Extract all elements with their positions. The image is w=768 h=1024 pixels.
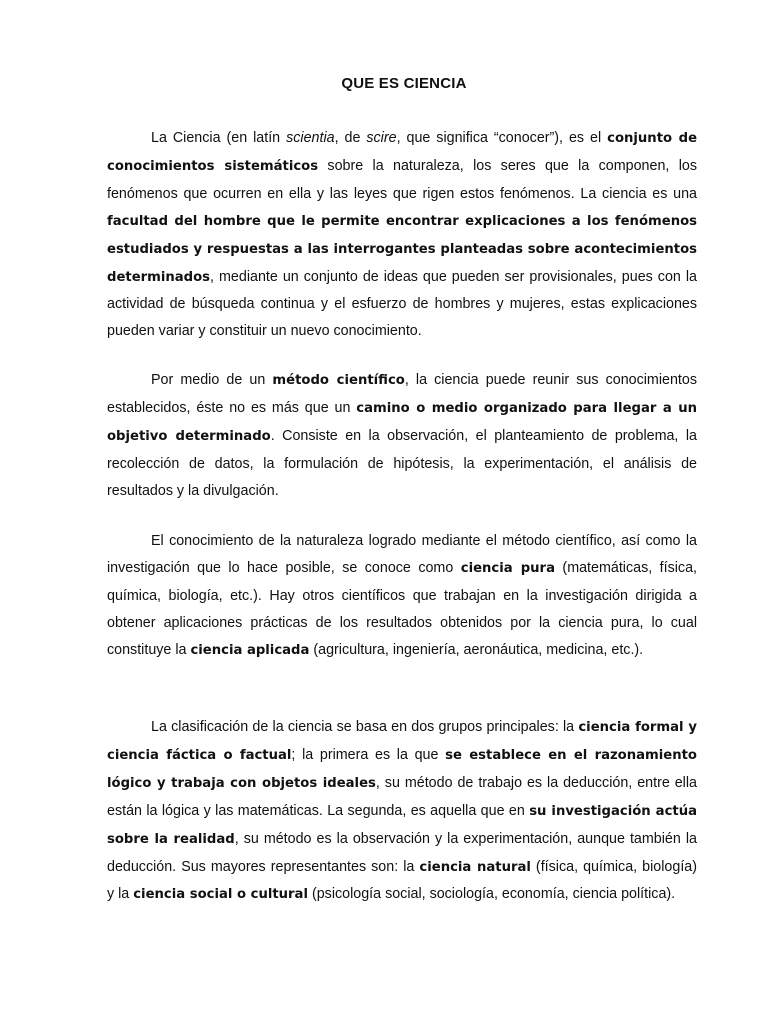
paragraph-scientific-method xyxy=(107,367,697,505)
text-run: (psicología social, sociología, economía, ciencia política). xyxy=(307,886,676,903)
text-run: La clasificación de la ciencia se basa en dos grupos principales: la xyxy=(151,719,579,735)
text-run: , su método de trabajo es la deducción, entre ella están la lógica y las matemáticas. La segunda, es aquella que en xyxy=(107,774,697,819)
text-run: (física, química, biología) y la xyxy=(107,858,697,903)
paragraph-pure-applied-science xyxy=(107,528,697,665)
text-run: (agricultura, ingeniería, aeronáutica, medicina, etc.). xyxy=(309,641,644,658)
text-run: , que significa “conocer”), es el xyxy=(396,130,608,146)
bold-phrase: método científico xyxy=(272,373,405,388)
text-run: . Consiste en la observación, el planteamiento de problema, la recolección de datos, la formulación de hipótesis, la experimentación, el análisis de resultados y la divulgación. xyxy=(107,427,697,499)
bold-phrase: conjunto de conocimientos sistemáticos xyxy=(107,131,698,174)
page-title: QUE ES CIENCIA xyxy=(341,75,467,92)
text-run: Por medio de un xyxy=(151,372,273,388)
text-run: , mediante un conjunto de ideas que pueden ser provisionales, pues con la actividad de búsqueda continua y el esfuerzo de hombres y mujeres, estas explicaciones pueden variar y constituir un nuevo conocimiento. xyxy=(107,268,697,340)
text-run: ; la primera es la que xyxy=(291,746,446,763)
bold-phrase: ciencia pura xyxy=(460,560,555,576)
text-run: , la ciencia puede reunir sus conocimientos establecidos, éste no es más que un xyxy=(107,372,697,416)
text-run: sobre la naturaleza, los seres que la componen, los fenómenos que ocurren en ella y las leyes que rigen estos fenómenos. La ciencia es una xyxy=(107,157,697,202)
italic-term: scientia xyxy=(286,130,335,146)
italic-term: scire xyxy=(366,130,397,146)
bold-phrase: su investigación actúa sobre la realidad xyxy=(107,803,697,847)
paragraph-classification xyxy=(107,714,697,909)
bold-phrase: ciencia natural xyxy=(419,859,531,875)
bold-phrase: ciencia social o cultural xyxy=(133,887,308,903)
text-run: La Ciencia (en latín xyxy=(151,130,287,146)
text-run: El conocimiento de la naturaleza logrado mediante el método científico, así como la investigación que lo hace posible, se conoce como xyxy=(107,533,697,576)
text-run: , su método es la observación y la experimentación, aunque también la deducción. Sus mayores representantes son: la xyxy=(107,830,697,875)
bold-phrase: se establece en el razonamiento lógico y trabaja con objetos ideales xyxy=(107,747,697,791)
bold-phrase: facultad del hombre que le permite encontrar explicaciones a los fenómenos estudiados y respuestas a las interrogantes planteadas sobre acontecimientos determinados xyxy=(107,213,697,285)
text-run: (matemáticas, física, química, biología, etc.). Hay otros científicos que trabajan en la investigación dirigida a obtener aplicaciones prácticas de los resultados obtenidos por la ciencia pura, lo cual constituye la xyxy=(107,559,697,658)
bold-phrase: camino o medio organizado para llegar a un objetivo determinado xyxy=(107,400,697,444)
text-run: , de xyxy=(334,130,367,146)
bold-phrase: ciencia aplicada xyxy=(190,642,310,658)
bold-phrase: ciencia formal y ciencia fáctica o factual xyxy=(107,720,697,763)
paragraph-definition xyxy=(107,125,697,345)
